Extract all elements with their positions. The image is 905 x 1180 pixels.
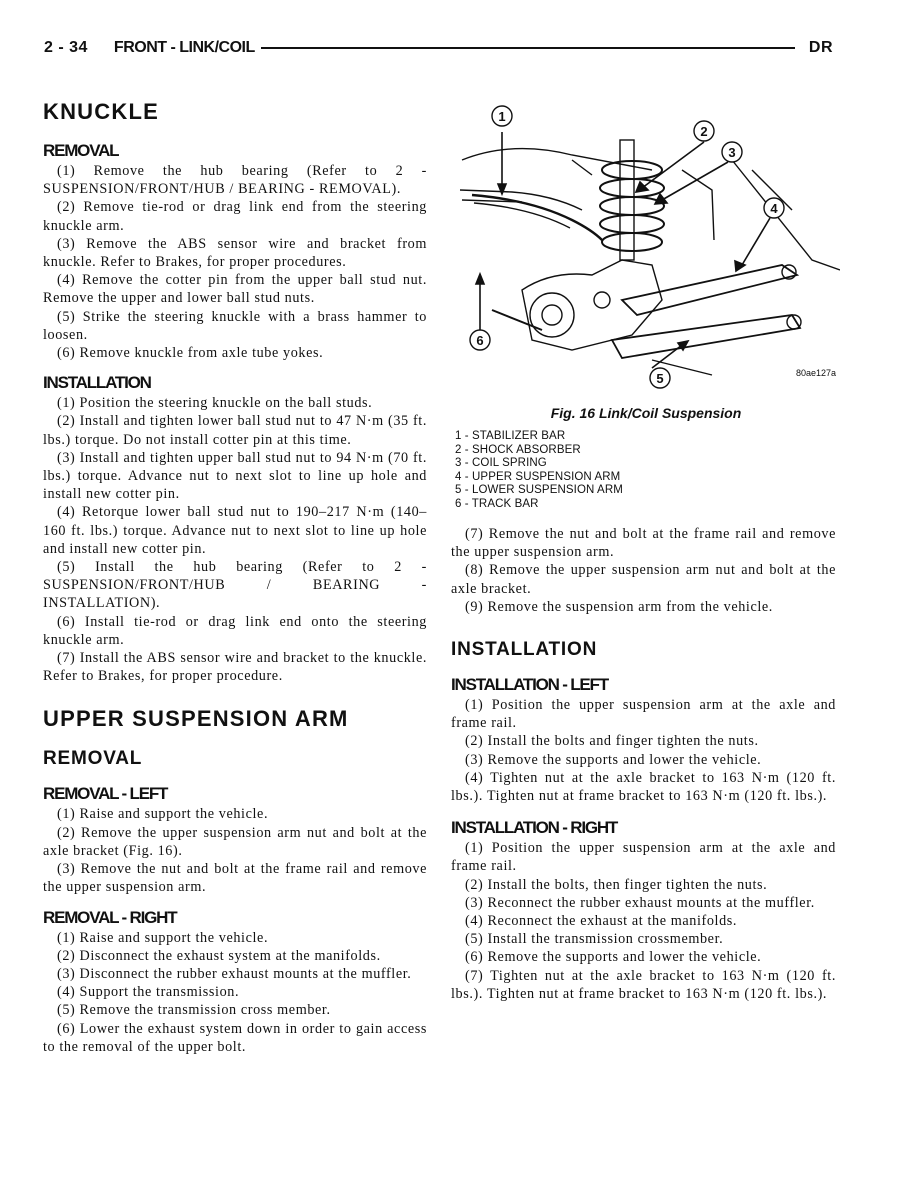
removal-left-heading: REMOVAL - LEFT — [43, 784, 168, 804]
knuckle-title: KNUCKLE — [43, 99, 159, 124]
suspension-illustration — [452, 100, 840, 400]
section-title: FRONT - LINK/COIL — [113, 39, 255, 56]
step: (6) Remove the supports and lower the vehicle. — [465, 949, 762, 966]
step: (7) Remove the nut and bolt at the frame rail and remove the upper suspension arm. — [451, 526, 836, 561]
callout-label: 4 — [770, 201, 778, 216]
step: (3) Remove the ABS sensor wire and bracket from knuckle. Refer to Brakes, for proper procedures. — [43, 235, 427, 271]
installation-left-steps — [451, 696, 836, 805]
removal-right-heading: REMOVAL - RIGHT — [43, 907, 177, 927]
step: (2) Remove the upper suspension arm nut and bolt at the axle bracket (Fig. 16). — [43, 824, 427, 859]
step: (4) Support the transmission. — [57, 984, 240, 1001]
removal-right-steps-part2 — [451, 525, 836, 616]
step: (2) Remove tie-rod or drag link end from the steering knuckle arm. — [43, 199, 427, 234]
step: (2) Install the bolts, then finger tighten the nuts. — [465, 876, 768, 893]
step: (3) Remove the supports and lower the vehicle. — [465, 751, 762, 768]
step: (6) Lower the exhaust system down in order to gain access to the removal of the upper bolt. — [43, 1020, 427, 1055]
callout-label: 3 — [728, 145, 736, 160]
knuckle-installation-heading: INSTALLATION — [43, 373, 151, 393]
step: (1) Raise and support the vehicle. — [57, 806, 269, 823]
installation-right-steps — [451, 839, 836, 1003]
step: (1) Remove the hub bearing (Refer to 2 - SUSPENSION/FRONT/HUB / BEARING - REMOVAL). — [43, 163, 427, 198]
step: (3) Disconnect the rubber exhaust mounts at the muffler. — [57, 965, 412, 982]
upper-arm-removal-heading: REMOVAL — [43, 748, 143, 770]
figure-caption: Fig. 16 Link/Coil Suspension — [550, 405, 742, 421]
step: (2) Disconnect the exhaust system at the manifolds. — [57, 947, 381, 964]
header-rule — [261, 47, 795, 49]
step: (9) Remove the suspension arm from the vehicle. — [465, 598, 773, 615]
step: (8) Remove the upper suspension arm nut and bolt at the axle bracket. — [451, 562, 836, 597]
legend-item: 5 - LOWER SUSPENSION ARM — [455, 484, 623, 497]
step: (6) Remove knuckle from axle tube yokes. — [57, 345, 324, 362]
step: (4) Retorque lower ball stud nut to 190–217 N·m (140–160 ft. lbs.) torque. Advance nut to next slot to line up hole and install new cotter pin. — [43, 504, 427, 557]
step: (3) Remove the nut and bolt at the frame rail and remove the upper suspension arm. — [43, 861, 427, 896]
callout-label: 1 — [498, 109, 506, 124]
legend-item: 4 - UPPER SUSPENSION ARM — [455, 470, 621, 483]
step: (4) Reconnect the exhaust at the manifolds. — [465, 913, 738, 930]
step: (3) Install and tighten upper ball stud nut to 94 N·m (70 ft. lbs.) torque. Advance nut to next slot to line up hole and install new cotter pin. — [43, 449, 427, 503]
legend-item: 1 - STABILIZER BAR — [455, 430, 566, 442]
installation-right-heading: INSTALLATION - RIGHT — [451, 818, 618, 838]
link-coil-suspension-figure — [452, 100, 840, 400]
page-number: 2 - 34 — [44, 39, 88, 56]
callout-label: 6 — [476, 333, 484, 348]
model-code: DR — [808, 39, 833, 56]
callout-label: 2 — [700, 124, 708, 139]
step: (7) Tighten nut at the axle bracket to 163 N·m (120 ft. lbs.). Tighten nut at frame bracket to 163 N·m (120 ft. lbs.). — [451, 967, 836, 1002]
figure-id: 80ae127a — [795, 368, 836, 378]
step: (5) Strike the steering knuckle with a brass hammer to loosen. — [43, 308, 427, 343]
removal-left-steps — [43, 805, 427, 896]
installation-left-heading: INSTALLATION - LEFT — [451, 675, 608, 695]
step: (4) Tighten nut at the axle bracket to 163 N·m (120 ft. lbs.). Tighten nut at frame bracket to 163 N·m (120 ft. lbs.). — [451, 769, 836, 805]
step: (4) Remove the cotter pin from the upper ball stud nut. Remove the upper and lower ball stud nuts. — [43, 272, 427, 307]
callout-label: 5 — [656, 371, 664, 386]
step: (3) Reconnect the rubber exhaust mounts at the muffler. — [465, 894, 815, 911]
step: (1) Position the upper suspension arm at the axle and frame rail. — [451, 697, 836, 732]
step: (7) Install the ABS sensor wire and bracket to the knuckle. Refer to Brakes, for proper procedure. — [43, 650, 427, 685]
step: (2) Install the bolts and finger tighten the nuts. — [465, 733, 759, 750]
removal-right-steps-part1 — [43, 929, 427, 1056]
step: (5) Remove the transmission cross member. — [57, 1002, 331, 1019]
step: (2) Install and tighten lower ball stud nut to 47 N·m (35 ft. lbs.) torque. Do not install cotter pin at this time. — [43, 413, 427, 448]
knuckle-removal-steps — [43, 162, 427, 362]
step: (5) Install the transmission crossmember. — [465, 931, 724, 948]
page-header — [44, 36, 833, 60]
step: (1) Position the steering knuckle on the ball studs. — [57, 395, 373, 412]
upper-arm-installation-heading: INSTALLATION — [451, 639, 598, 661]
legend-item: 3 - COIL SPRING — [455, 457, 547, 470]
figure-legend — [455, 430, 623, 512]
step: (1) Raise and support the vehicle. — [57, 929, 269, 946]
step: (5) Install the hub bearing (Refer to 2 - SUSPENSION/FRONT/HUB / BEARING - INSTALLATION). — [43, 559, 427, 612]
right-column — [451, 525, 836, 1003]
left-column — [43, 96, 427, 1056]
upper-arm-title: UPPER SUSPENSION ARM — [43, 706, 349, 732]
step: (6) Install tie-rod or drag link end onto the steering knuckle arm. — [43, 613, 427, 648]
legend-item: 6 - TRACK BAR — [455, 497, 539, 510]
knuckle-installation-steps — [43, 394, 427, 685]
knuckle-removal-heading: REMOVAL — [43, 141, 119, 160]
legend-item: 2 - SHOCK ABSORBER — [455, 443, 581, 456]
step: (1) Position the upper suspension arm at the axle and frame rail. — [451, 840, 836, 875]
